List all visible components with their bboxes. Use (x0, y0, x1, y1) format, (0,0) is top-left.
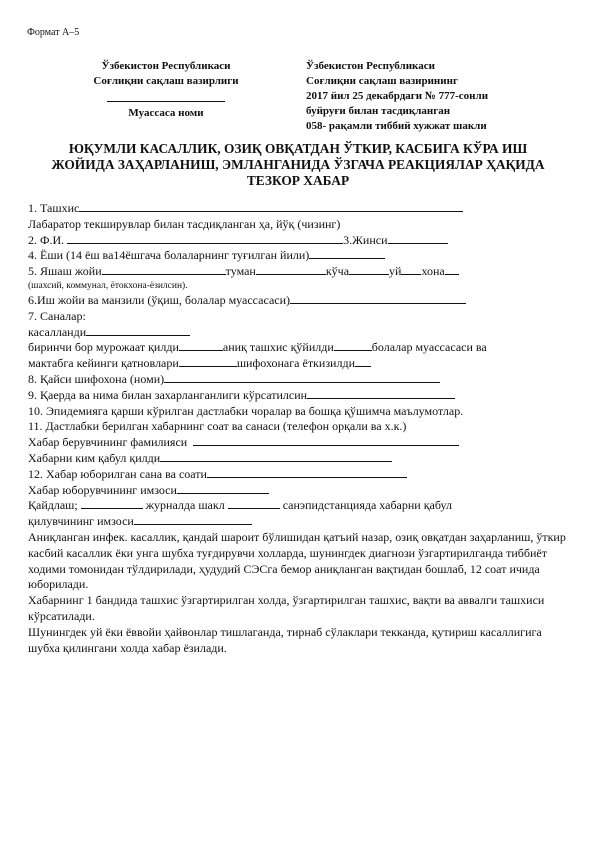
address-field[interactable] (102, 264, 226, 275)
sender-sign-field[interactable] (177, 483, 269, 494)
receiver-field[interactable] (160, 451, 392, 462)
uy-field[interactable] (401, 264, 421, 275)
journal-field[interactable] (228, 498, 280, 509)
xona-field[interactable] (445, 264, 459, 275)
header-left-line1: Ўзбекистон Республикаси (101, 60, 231, 72)
format-label: Формат А–5 (27, 27, 80, 38)
fio-field[interactable] (67, 233, 343, 244)
diagnosis-field[interactable] (79, 201, 463, 212)
exact-diag-label: аниқ ташхис қўйилди (222, 340, 334, 355)
draft-label: Қайдлаш; (28, 498, 78, 513)
sender-sign-label: Хабар юборувчининг имзоси (28, 482, 177, 497)
first-report-label: 11. Дастлабки берилган хабарнинг соат ва санаси (телефон орқали ва х.к.) (28, 419, 407, 434)
which-hospital-label: 8. Қайси шифохона (номи) (28, 371, 165, 386)
receiver-sign-field[interactable] (134, 514, 252, 525)
sanepid-label: санэпидстанцияда хабарни қабул (282, 498, 452, 513)
hospital-sent-label: шифохонага ёткизилди (236, 356, 355, 371)
fell-ill-field[interactable] (86, 325, 190, 336)
kucha-field[interactable] (349, 264, 389, 275)
institution-name-blank[interactable] (107, 100, 225, 102)
form-body (28, 201, 568, 656)
tuman-label: туман (225, 264, 256, 279)
gender-field[interactable] (388, 233, 448, 244)
title-line2: ЖОЙИДА ЗАҲАРЛАНИШ, ЭМЛАНГАНИДА ЎЗГАЧА РЕАКЦИЯЛАР ҲАҚИДА (51, 157, 545, 172)
fell-ill-label: касалланди (28, 324, 87, 339)
address-label: 5. Яшаш жойи (28, 264, 102, 279)
poisoned-where-field[interactable] (307, 388, 455, 399)
dates-label: 7. Саналар: (28, 308, 86, 323)
header-right-line1: Ўзбекистон Республикаси (306, 60, 435, 72)
tuman-field[interactable] (256, 264, 326, 275)
draft-field[interactable] (81, 498, 143, 509)
work-place-label: 6.Иш жойи ва манзили (ўқиш, болалар муассасаси) (28, 292, 291, 307)
header-right-line4: буйруғи билан тасдиқланган (306, 105, 451, 117)
header-right-line2: Соғлиқни сақлаш вазирининг (306, 75, 458, 87)
exact-diag-field[interactable] (334, 340, 372, 351)
kucha-label: кўча (325, 264, 350, 279)
note-paragraph-2: Хабарнинг 1 бандида ташхис ўзгартирилган холда, ўзгартирилган ташхис, вақти ва аввалги ташхиси кўрсатилади. (28, 593, 545, 623)
lab-confirm-label: Лабаратор текширувлар билан тасдиқланган ҳа, йўқ (чизинг) (28, 216, 341, 231)
journal-label: журналда шакл (145, 498, 225, 513)
note-paragraph-3: Шунингдек уй ёки ёввойи ҳайвонлар тишлаганда, тирнаб сўлаклари текканда, қутириш касаллигига шубха қилингани холда хабар ёзилади. (28, 624, 542, 655)
title-line1: ЮҚУМЛИ КАСАЛЛИК, ОЗИҚ ОВҚАТДАН ЎТКИР, КАСБИГА КЎРА ИШ (68, 141, 528, 156)
reporter-name-label: Хабар берувчининг фамилияси (28, 435, 188, 450)
header-right-line3: 2017 йил 25 декабрдаги № 777-сонли (306, 90, 489, 102)
diagnosis-label: 1. Ташхис (28, 201, 80, 215)
after-school-field[interactable] (179, 356, 237, 367)
which-hospital-field[interactable] (164, 372, 440, 383)
age-label: 4. Ёши (14 ёш ва14ёшгача болаларнинг туғилган йили) (28, 248, 310, 263)
epidemic-measures-label: 10. Эпидемияга қарши кўрилган дастлабки чоралар ва бошқа қўшимча маълумотлар. (28, 403, 464, 418)
header-right-line5: 058- рақамли тиббий хужжат шакли (306, 120, 487, 132)
kids-inst-label: болалар муассасаси ва (371, 340, 487, 355)
receiver-sign-label: қилувчининг имзоси (28, 514, 134, 529)
xona-label: хона (421, 264, 445, 279)
header-left (78, 59, 254, 121)
age-field[interactable] (309, 248, 385, 259)
sent-time-label: 12. Хабар юборилган сана ва соати (28, 466, 207, 481)
fio-label: 2. Ф.И. (28, 232, 65, 247)
first-visit-field[interactable] (179, 340, 223, 351)
uy-label: уй (389, 264, 402, 279)
document-title (20, 141, 576, 189)
address-note: (шахсий, коммунал, ётокхона-ёзилсин). (28, 280, 188, 291)
reporter-name-field[interactable] (193, 435, 459, 446)
work-place-field[interactable] (290, 293, 466, 304)
first-visit-label: биринчи бор мурожаат қилди (28, 340, 179, 355)
sent-time-field[interactable] (207, 467, 407, 478)
header-right (306, 59, 546, 134)
institution-name-label: Муассаса номи (128, 107, 204, 119)
note-paragraph-1: Аниқланган инфек. касаллик, қандай шароит бўлишидан қатъий назар, озиқ овқатдан заҳарланиш, ўткир касбий касаллик ёки унга шубха туғдирувчи холларда, шунингдек диагнози ўзгартирилганда тиббиёт ходими томонидан тўлдирилади, ҳудудий СЭСга бемор аниқланган вақтидан бошлаб, 12 соат ичида юборилади. (28, 529, 566, 592)
after-school-label: мактабга кейинги қатновлари (28, 356, 179, 371)
header-left-line2: Соғлиқни сақлаш вазирлиги (93, 75, 239, 87)
poisoned-where-label: 9. Қаерда ва нима билан захарланганлиги кўрсатилсин (28, 387, 308, 402)
title-line3: ТЕЗКОР ХАБАР (246, 173, 350, 188)
receiver-label: Хабарни ким қабул қилди (28, 450, 161, 465)
hospital-sent-field[interactable] (355, 356, 371, 367)
gender-label: 3.Жинси (343, 232, 388, 247)
